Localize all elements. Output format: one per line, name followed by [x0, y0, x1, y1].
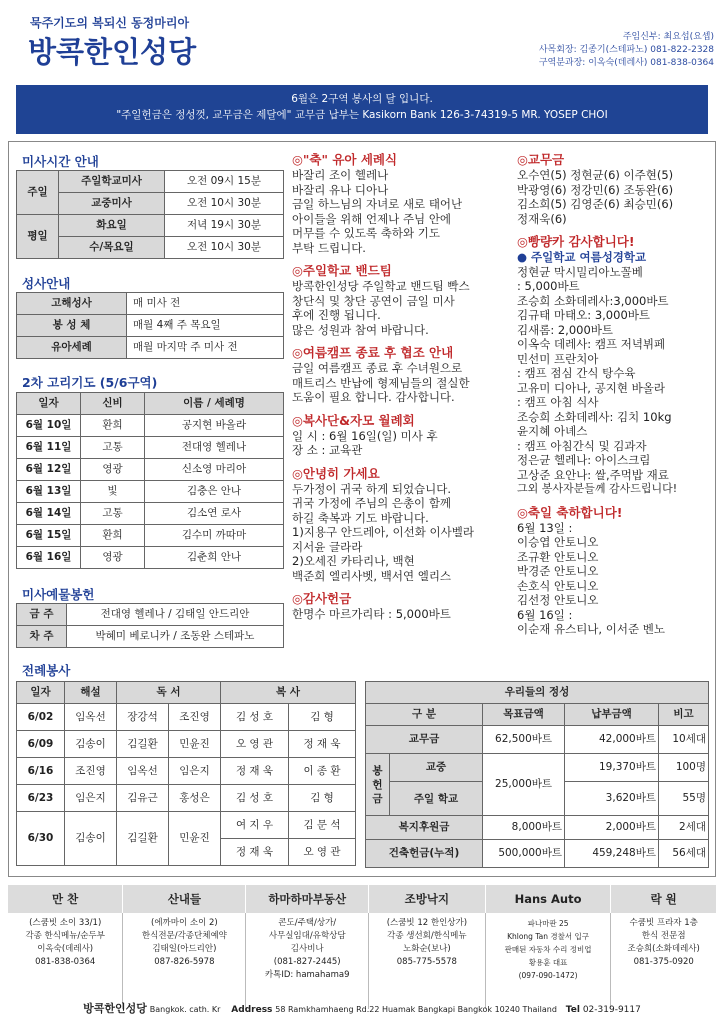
finance-value: 2,000바트: [565, 816, 659, 840]
bread-line: 고유미 디아나, 공지현 바올라: [517, 380, 665, 395]
finance-header: 납부금액: [565, 704, 659, 726]
bread-line: : 캠프 아침간식 및 김과자: [517, 438, 647, 453]
rosary-header: 이름 / 세례명: [145, 393, 284, 415]
finance-label: 복지후원금: [366, 816, 483, 840]
bread-subtitle: ● 주일학교 여름성경학교: [517, 250, 647, 264]
sponsor-name: 만 찬: [8, 885, 123, 913]
liturgy-title: 전례봉사: [22, 663, 71, 678]
sponsor-info: (에까마이 소이 2) 한식전문/각종단체예약 김태일(아드리안) 087-826-5978: [123, 913, 246, 1009]
rosary-mystery: 환희: [81, 415, 145, 437]
feast-title: ◎축일 축하합니다!: [517, 504, 623, 520]
liturgy-cell: 임은지: [169, 758, 221, 785]
finance-label: 봉헌금: [366, 754, 390, 816]
baptism-line: 아이들을 위해 언제나 주님 안에: [292, 211, 452, 226]
liturgy-cell: 김 문 석: [289, 812, 356, 839]
farewell-line: 백준희 엘리사벳, 백서연 엘리스: [292, 568, 452, 583]
sponsor-name: 하마하마부동산: [246, 885, 369, 913]
band-line: 후에 진행 됩니다.: [292, 308, 381, 322]
mass-title: 미사시간 안내: [22, 154, 99, 169]
sacrament-desc: 매월 4째 주 목요일: [127, 315, 284, 337]
liturgy-cell: 장강석: [117, 704, 169, 731]
finance-value: 42,000바트: [565, 726, 659, 754]
band-line: 창단식 및 창단 공연이 금일 미사: [292, 293, 455, 308]
dues-title: ◎교무금: [517, 152, 565, 167]
liturgy-cell: 김길환: [117, 731, 169, 758]
liturgy-cell: 김유근: [117, 785, 169, 812]
liturgy-date: 6/23: [17, 785, 65, 812]
liturgy-cell: 임옥선: [65, 704, 117, 731]
farewell-line: 귀국 가정에 주님의 은총이 함께: [292, 496, 452, 510]
bread-title: ◎빵량카 감사합니다!: [517, 234, 635, 249]
staff-info: [539, 31, 714, 70]
rosary-person: 전대영 헬레나: [145, 437, 284, 459]
liturgy-date: 6/02: [17, 704, 65, 731]
baptism-line: 금일 하느님의 자녀로 새로 태어난: [292, 197, 463, 211]
camp-line: 도움이 필요 합니다. 감사합니다.: [292, 390, 455, 404]
sacrament-title: 성사안내: [22, 276, 71, 291]
farewell-line: 1)지용구 안드레아, 이선화 이사벨라: [292, 525, 474, 539]
bread-line: 정은균 헬레나: 아이스크림: [517, 453, 651, 467]
mass-table: [16, 170, 284, 259]
liturgy-header: 복 사: [221, 682, 356, 704]
mass-time: 오전 10시 30분: [165, 193, 284, 215]
footer-parish-name: 방콕한인성당: [83, 1002, 147, 1015]
rosary-header: 신비: [81, 393, 145, 415]
offering-label: 금 주: [17, 604, 67, 626]
feast-line: 손호식 안토니오: [517, 578, 599, 593]
baptism-title: ◎"축" 유아 세례식: [292, 152, 398, 167]
dues-line: 정재욱(6): [517, 211, 567, 226]
camp-line: 매트리스 반납에 형제님들의 절실한: [292, 375, 470, 390]
liturgy-header: 해설: [65, 682, 117, 704]
sponsor-info: (스쿰빗 소이 33/1) 각종 한식메뉴/순두부 이옥숙(데레사) 081-838-0364: [8, 913, 123, 1009]
sponsor-info: 수쿰빗 프라자 1층 한식 전문점 조승희(소화데레사) 081-375-0920: [627, 918, 700, 967]
finance-value: 3,620바트: [565, 782, 659, 816]
staff-line: 주임신부: 최요섭(요셉): [622, 32, 714, 42]
sacrament-table: [16, 292, 284, 359]
dues-line: 박광영(6) 정강민(6) 조동완(6): [517, 182, 674, 197]
band-line: 방콕한인성당 주일학교 밴드팀 빡스: [292, 279, 470, 293]
finance-label: 교중: [390, 754, 483, 782]
finance-value: 100명: [659, 754, 709, 782]
finance-value: 25,000바트: [483, 754, 565, 816]
footer-eng-name: Bangkok. cath. Kr: [149, 1005, 221, 1014]
bread-line: 윤지혜 아녜스: [517, 424, 588, 438]
finance-title: 우리들의 정성: [366, 682, 709, 704]
mass-name: 화요일: [59, 215, 165, 237]
farewell-line: 두가정이 귀국 하게 되었습니다.: [292, 481, 452, 496]
finance-label: 교무금: [366, 726, 483, 754]
finance-value: 10세대: [659, 726, 709, 754]
mass-time: 오전 10시 30분: [165, 237, 284, 259]
liturgy-date: 6/09: [17, 731, 65, 758]
liturgy-cell: 김 성 호: [221, 785, 289, 812]
liturgy-cell: 여 지 우: [221, 812, 289, 839]
liturgy-cell: 정 재 욱: [221, 758, 289, 785]
thanks-offering-line: 한명수 마르가리타 : 5,000바트: [292, 607, 451, 621]
bread-line: 조승희 소화데레사: 김치 10kg: [517, 409, 672, 424]
farewell-line: 2)오세진 카타리나, 백현: [292, 554, 415, 568]
sponsor-info: 콘도/주택/상가/ 사무실임대/유학상담 김사비나 (081-827-2445) 카톡ID: hamahama9: [246, 913, 369, 1009]
finance-header: 목표금액: [483, 704, 565, 726]
address-bar: [0, 1000, 724, 1016]
liturgy-cell: 김 형: [289, 704, 356, 731]
sponsor-name: Hans Auto: [485, 885, 611, 913]
liturgy-cell: 민윤진: [169, 731, 221, 758]
band-title: ◎주일학교 밴드팀: [292, 263, 392, 278]
address-text: 58 Ramkhamhaeng Rd.22 Huamak Bangkapi Bangkok 10240 Thailand: [275, 1005, 557, 1014]
dues-line: 오수연(5) 정현균(6) 이주현(5): [517, 168, 674, 182]
offering-table: [16, 603, 284, 648]
feast-line: 이승엽 안토니오: [517, 535, 599, 549]
middle-column: [292, 150, 514, 622]
rosary-date: 6월 12일: [17, 459, 81, 481]
rosary-person: 공지현 바올라: [145, 415, 284, 437]
finance-header: 비고: [659, 704, 709, 726]
staff-line: 사목회장: 김종기(스테파노) 081-822-2328: [538, 45, 714, 55]
feast-line: 6월 13일 :: [517, 520, 573, 535]
rosary-person: 김수미 까따마: [145, 525, 284, 547]
sacrament-desc: 매월 마지막 주 미사 전: [127, 337, 284, 359]
banner-line: 6월은 2구역 봉사의 달 입니다.: [291, 93, 433, 105]
baptism-line: 바잘리 조이 헬레나: [292, 168, 389, 182]
finance-label: 건축헌금(누적): [366, 840, 483, 868]
farewell-line: 지서윤 글라라: [292, 539, 363, 554]
liturgy-cell: 정 재 욱: [289, 731, 356, 758]
finance-value: 19,370바트: [565, 754, 659, 782]
rosary-date: 6월 15일: [17, 525, 81, 547]
welfare-meeting-line: 일 시 : 6월 16일(일) 미사 후: [292, 428, 438, 443]
finance-value: 2세대: [659, 816, 709, 840]
bread-line: 그외 봉사자분들께 감사드립니다!: [517, 482, 678, 495]
sponsor-name: 락 원: [611, 885, 716, 913]
staff-line: 구역분과장: 이옥숙(데레사) 081-838-0364: [538, 58, 714, 68]
bread-line: 김규태 마태오: 3,000바트: [517, 308, 650, 322]
sponsor-ads: [8, 885, 716, 1009]
rosary-date: 6월 16일: [17, 547, 81, 569]
rosary-table: [16, 392, 284, 569]
liturgy-header: 독 서: [117, 682, 221, 704]
liturgy-cell: 민윤진: [169, 812, 221, 866]
mass-group: 주일: [17, 171, 59, 215]
rosary-date: 6월 10일: [17, 415, 81, 437]
bread-line: 고상준 요안나: 쌀,주먹밥 재료: [517, 467, 669, 482]
finance-header: 구 분: [366, 704, 483, 726]
bread-line: 민선미 프란치아: [517, 351, 599, 366]
finance-value: 55명: [659, 782, 709, 816]
banner-line: "주일헌금은 정성껏, 교무금은 제달에" 교무금 납부는 Kasikorn Bank 126-3-74319-5 MR. YOSEP CHOI: [116, 109, 608, 121]
baptism-line: 바잘리 유나 디아나: [292, 182, 389, 197]
liturgy-date: 6/30: [17, 812, 65, 866]
sacrament-name: 봉 성 체: [17, 315, 127, 337]
liturgy-cell: 김 성 호: [221, 704, 289, 731]
liturgy-cell: 조진영: [65, 758, 117, 785]
bread-line: : 5,000바트: [517, 279, 580, 293]
welfare-meeting-title: ◎복사단&자모 월례회: [292, 412, 415, 428]
mass-group: 평일: [17, 215, 59, 259]
offering-value: 박혜미 베로니카 / 조동완 스테파노: [67, 626, 284, 648]
rosary-mystery: 고통: [81, 437, 145, 459]
baptism-line: 부탁 드립니다.: [292, 240, 366, 255]
feast-line: 김선정 안토니오: [517, 593, 599, 607]
liturgy-header: 일자: [17, 682, 65, 704]
farewell-title: ◎안녕히 가세요: [292, 465, 380, 481]
liturgy-cell: 김 형: [289, 785, 356, 812]
rosary-person: 김소연 로사: [145, 503, 284, 525]
rosary-header: 일자: [17, 393, 81, 415]
finance-value: 459,248바트: [565, 840, 659, 868]
liturgy-cell: 김송이: [65, 812, 117, 866]
rosary-person: 신소영 마리아: [145, 459, 284, 481]
tel-number: 02-319-9117: [582, 1005, 641, 1015]
finance-label: 주일 학교: [390, 782, 483, 816]
liturgy-cell: 김길환: [117, 812, 169, 866]
rosary-date: 6월 13일: [17, 481, 81, 503]
rosary-date: 6월 14일: [17, 503, 81, 525]
sacrament-desc: 매 미사 전: [127, 293, 284, 315]
welfare-meeting-line: 장 소 : 교육관: [292, 443, 363, 457]
rosary-mystery: 환희: [81, 525, 145, 547]
rosary-mystery: 영광: [81, 547, 145, 569]
rosary-mystery: 영광: [81, 459, 145, 481]
rosary-mystery: 고통: [81, 503, 145, 525]
liturgy-cell: 오 영 관: [221, 731, 289, 758]
finance-value: 56세대: [659, 840, 709, 868]
liturgy-cell: 오 영 관: [289, 839, 356, 866]
finance-value: 500,000바트: [483, 840, 565, 868]
band-line: 많은 성원과 참여 바랍니다.: [292, 322, 429, 337]
sacrament-name: 유아세례: [17, 337, 127, 359]
liturgy-cell: 임옥선: [117, 758, 169, 785]
camp-title: ◎여름캠프 종료 후 협조 안내: [292, 345, 454, 360]
offering-title: 미사예물봉헌: [22, 587, 95, 602]
baptism-line: 머무를 수 있도록 축하와 기도: [292, 226, 440, 240]
liturgy-cell: 정 재 욱: [221, 839, 289, 866]
announcement-banner: [16, 85, 708, 134]
mass-name: 교중미사: [59, 193, 165, 215]
rosary-mystery: 빛: [81, 481, 145, 503]
bread-line: 조승희 소화데레사:3,000바트: [517, 293, 669, 308]
farewell-line: 하길 축복과 기도 바랍니다.: [292, 510, 429, 525]
sponsor-info: (스쿰빗 12 한인상가) 각종 생선회/한식메뉴 노화순(보나) 085-775-5578: [369, 913, 486, 1009]
sacrament-name: 고해성사: [17, 293, 127, 315]
bread-line: 김새롬: 2,000바트: [517, 322, 613, 337]
rosary-person: 김춘희 안나: [145, 547, 284, 569]
mass-name: 주일학교미사: [59, 171, 165, 193]
bread-line: 이옥숙 데레사: 캠프 저녁뷔페: [517, 337, 666, 351]
bread-line: : 캠프 아침 식사: [517, 395, 599, 409]
sponsor-info: 파나마판 25 Khlong Tan 경찰서 입구 판매된 자동차 수리 정비업 황용훈 대표 (097-090-1472): [485, 913, 611, 1009]
liturgy-cell: 조진영: [169, 704, 221, 731]
mass-time: 오전 09시 15분: [165, 171, 284, 193]
finance-value: 8,000바트: [483, 816, 565, 840]
parish-title: 방콕한인성당: [28, 35, 197, 69]
address-label: Address: [231, 1005, 273, 1015]
feast-line: 이순재 유스티나, 이서준 벤노: [517, 622, 665, 636]
camp-line: 금일 여름캠프 종료 후 수녀원으로: [292, 361, 463, 375]
liturgy-cell: 이 종 환: [289, 758, 356, 785]
liturgy-table: [16, 681, 356, 866]
offering-value: 전대영 헬레나 / 김태일 안드리안: [67, 604, 284, 626]
thanks-offering-title: ◎감사헌금: [292, 591, 352, 606]
rosary-person: 김충은 안나: [145, 481, 284, 503]
bread-line: : 캠프 점심 간식 탕수육: [517, 366, 636, 380]
right-column: [517, 150, 713, 637]
tel-label: Tel: [565, 1005, 580, 1015]
rosary-title: 2차 고리기도 (5/6구역): [22, 375, 158, 390]
finance-table: [365, 681, 709, 868]
sponsor-name: 산내들: [123, 885, 246, 913]
bread-line: 정현균 막시밀리아노꼴베: [517, 264, 643, 279]
liturgy-cell: 김송이: [65, 731, 117, 758]
rosary-date: 6월 11일: [17, 437, 81, 459]
sponsor-name: 조방낙지: [369, 885, 486, 913]
mass-time: 저녁 19시 30분: [165, 215, 284, 237]
mass-name: 수/목요일: [59, 237, 165, 259]
finance-value: 62,500바트: [483, 726, 565, 754]
liturgy-cell: 임은지: [65, 785, 117, 812]
offering-label: 차 주: [17, 626, 67, 648]
feast-line: 6월 16일 :: [517, 607, 573, 622]
liturgy-cell: 홍성은: [169, 785, 221, 812]
liturgy-date: 6/16: [17, 758, 65, 785]
parish-subtitle: 묵주기도의 복되신 동정마리아: [30, 16, 190, 30]
dues-line: 김소희(5) 김영준(6) 최승민(6): [517, 197, 674, 211]
feast-line: 박경준 안토니오: [517, 564, 599, 578]
feast-line: 조규환 안토니오: [517, 549, 599, 564]
